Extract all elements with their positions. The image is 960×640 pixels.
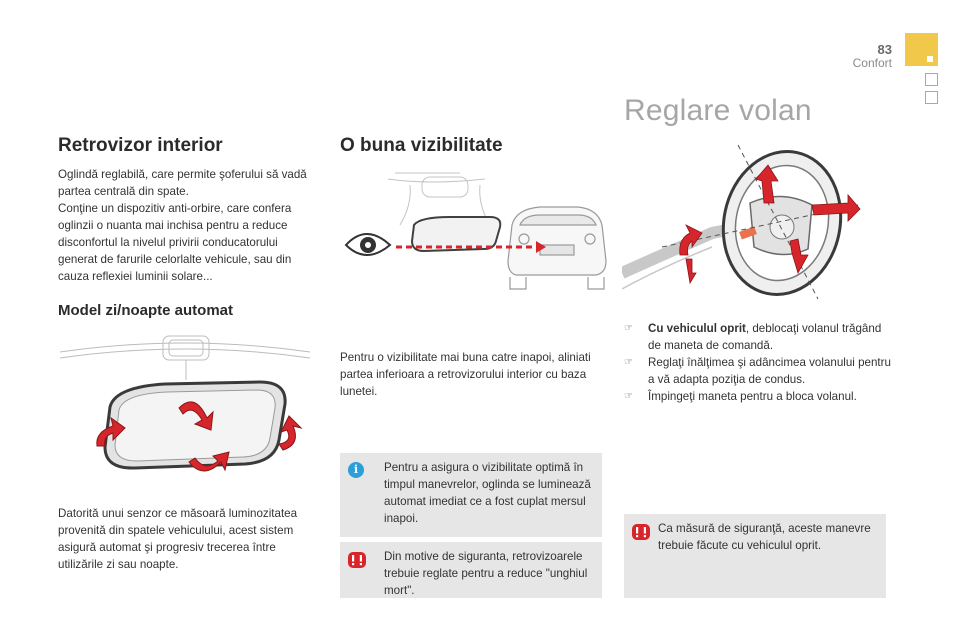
warning-note-steering-text: Ca măsură de siguranţă, aceste manevre trebuie făcute cu vehiculul oprit. [658, 522, 871, 552]
section-tab-empty-2 [925, 91, 938, 104]
section-tab-empty-1 [925, 73, 938, 86]
visibility-title: O buna vizibilitate [340, 135, 503, 156]
info-note-text: Pentru a asigura o vizibilitate optimă în timpul manevrelor, oglinda se luminează automat imediat ce a fost cuplat mersul inapoi. [384, 461, 591, 525]
step-text: , deblocaţi volanul trăgând de maneta de comandă. [648, 322, 882, 352]
step-lead: Cu vehiculul oprit [648, 322, 746, 335]
triangle-bullet-icon: ☞ [624, 323, 633, 334]
auto-day-night-body: Datorită unui senzor ce măsoară luminozitatea provenită din spatele vehiculului, acest sistem asigură automat şi progresiv trecerea între utilizările zi sau noapte. [58, 507, 298, 571]
intro-line-2: Conţine un dispozitiv anti-orbire, care confera oglinzii o nuanta mai inchisa pentru a reduce disconfortul la nivelul privirii conducatorului generat de farurile celorlalte vehicule, sau din cauza reflexiei luminii solare... [58, 202, 292, 283]
step-text: Reglaţi înălţimea şi adâncimea volanului pentru a vă adapta poziţia de condus. [648, 356, 891, 386]
rearview-mirror-intro [58, 166, 313, 285]
section-tab-active [905, 33, 938, 66]
info-note [340, 453, 602, 537]
warning-icon [631, 523, 651, 541]
rearview-mirror-title: Retrovizor interior [58, 135, 223, 156]
triangle-bullet-icon: ☞ [624, 391, 633, 402]
step-item [624, 320, 894, 354]
intro-line-1: Oglindă reglabilă, care permite şoferului să vadă partea centrală din spate. [58, 168, 307, 198]
auto-day-night-title: Model zi/noapte automat [58, 302, 234, 319]
eye-icon [346, 234, 390, 255]
warning-note-mirrors [340, 542, 602, 598]
section-name: Confort [852, 56, 892, 70]
triangle-bullet-icon: ☞ [624, 357, 633, 368]
mirror-adjust-illustration [55, 322, 315, 482]
steering-wheel-illustration [622, 143, 862, 303]
page-number: 83 [877, 42, 892, 57]
step-item [624, 388, 894, 405]
warning-note-steering [624, 514, 886, 598]
warning-note-mirrors-text: Din motive de siguranta, retrovizoarele trebuie reglate pentru a reduce "unghiul mort". [384, 550, 588, 597]
steering-adjust-title: Reglare volan [624, 94, 812, 127]
visibility-body: Pentru o vizibilitate mai buna catre inapoi, aliniati partea inferioara a retrovizorului interior cu baza lunetei. [340, 351, 591, 398]
steering-adjust-steps [624, 320, 894, 405]
visibility-illustration [340, 165, 610, 305]
warning-icon [347, 551, 367, 569]
step-text: Împingeţi maneta pentru a bloca volanul. [648, 390, 857, 403]
info-icon: i [348, 462, 364, 478]
step-item [624, 354, 894, 388]
